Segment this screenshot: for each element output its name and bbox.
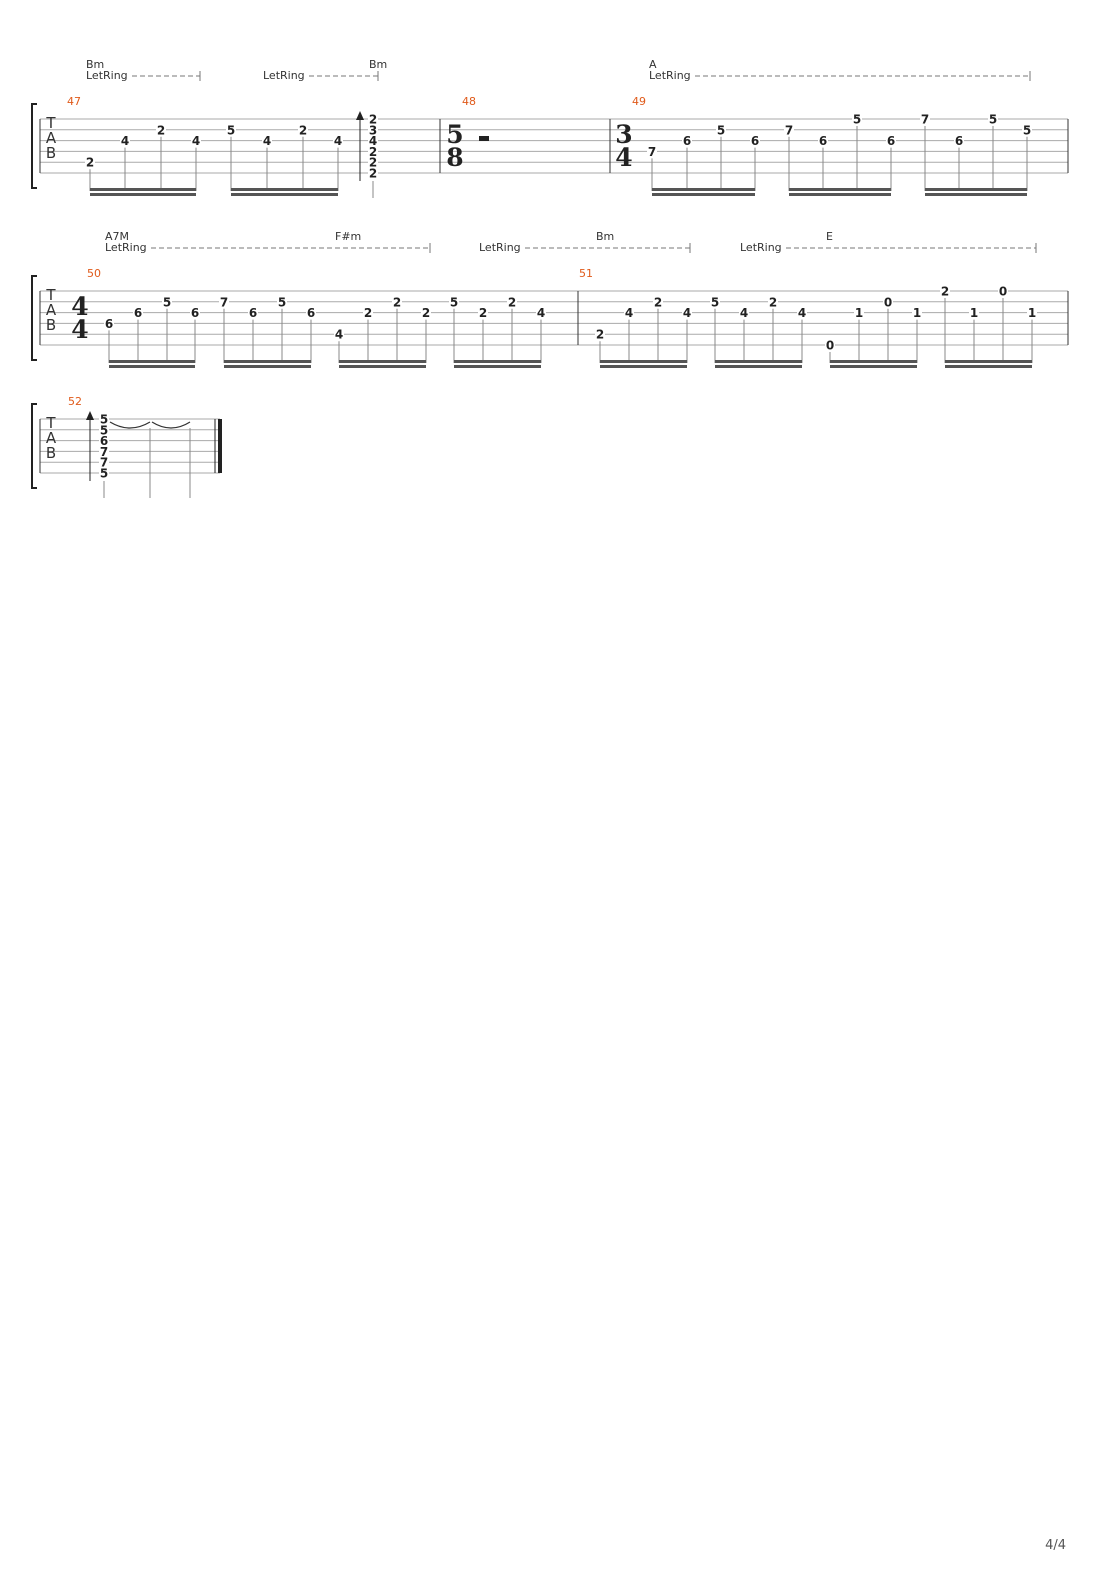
fret-number: 1 bbox=[1027, 306, 1037, 321]
chord-name: E bbox=[826, 230, 833, 243]
fret-number: 6 bbox=[248, 306, 258, 321]
beam-primary bbox=[715, 360, 802, 363]
tab-clef-letter: B bbox=[45, 316, 57, 334]
beam-secondary bbox=[789, 193, 891, 196]
time-signature-top: 5 bbox=[446, 120, 464, 149]
fret-number: 6 bbox=[750, 134, 760, 149]
chord-name: A7M bbox=[105, 230, 130, 243]
chord-name: Bm bbox=[86, 58, 105, 71]
fret-number: 2 bbox=[507, 295, 517, 310]
beam-secondary bbox=[652, 193, 755, 196]
beam-primary bbox=[652, 188, 755, 191]
beam-secondary bbox=[600, 365, 687, 368]
chord-name: F#m bbox=[335, 230, 362, 243]
measure-number: 48 bbox=[462, 95, 476, 108]
tab-clef-letter: T bbox=[46, 286, 56, 304]
tab-clef-letter: A bbox=[45, 429, 57, 447]
system-bracket bbox=[32, 404, 37, 488]
fret-number: 7 bbox=[99, 444, 109, 459]
beam-primary bbox=[224, 360, 311, 363]
fret-number: 4 bbox=[797, 306, 807, 321]
beam-primary bbox=[945, 360, 1032, 363]
tab-clef-letter: A bbox=[45, 301, 57, 319]
time-signature-bottom: 4 bbox=[71, 315, 89, 344]
beam-primary bbox=[830, 360, 917, 363]
measure-number: 52 bbox=[68, 395, 82, 408]
fret-number: 2 bbox=[940, 284, 950, 299]
beam-primary bbox=[454, 360, 541, 363]
fret-number: 6 bbox=[306, 306, 316, 321]
measure-number: 47 bbox=[67, 95, 81, 108]
beam-secondary bbox=[339, 365, 426, 368]
let-ring-label: LetRing bbox=[740, 241, 782, 254]
strum-up-arrow-icon bbox=[86, 411, 94, 420]
fret-number: 5 bbox=[162, 295, 172, 310]
fret-number: 6 bbox=[818, 134, 828, 149]
fret-number: 6 bbox=[133, 306, 143, 321]
page-number: 4/4 bbox=[1045, 1538, 1066, 1553]
chord-name: A bbox=[649, 58, 657, 71]
fret-number: 4 bbox=[191, 134, 201, 149]
tab-clef-letter: B bbox=[45, 444, 57, 462]
measure-number: 49 bbox=[632, 95, 646, 108]
fret-number: 4 bbox=[739, 306, 749, 321]
fret-number: 3 bbox=[368, 123, 378, 138]
beam-secondary bbox=[945, 365, 1032, 368]
fret-number: 2 bbox=[368, 166, 378, 181]
chord-name: Bm bbox=[596, 230, 615, 243]
beam-primary bbox=[789, 188, 891, 191]
time-signature-top: 4 bbox=[71, 292, 89, 321]
fret-number: 2 bbox=[298, 123, 308, 138]
tab-clef-letter: T bbox=[46, 114, 56, 132]
beam-secondary bbox=[109, 365, 195, 368]
let-ring-label: LetRing bbox=[263, 69, 305, 82]
beam-secondary bbox=[231, 193, 338, 196]
measure-number: 50 bbox=[87, 267, 101, 280]
beam-primary bbox=[90, 188, 196, 191]
let-ring-label: LetRing bbox=[479, 241, 521, 254]
final-barline-thick bbox=[218, 419, 222, 473]
fret-number: 0 bbox=[825, 338, 835, 353]
fret-number: 4 bbox=[262, 134, 272, 149]
fret-number: 7 bbox=[99, 455, 109, 470]
let-ring-label: LetRing bbox=[105, 241, 147, 254]
beam-primary bbox=[925, 188, 1027, 191]
chord-name: Bm bbox=[369, 58, 388, 71]
beam-primary bbox=[109, 360, 195, 363]
fret-number: 2 bbox=[156, 123, 166, 138]
fret-number: 4 bbox=[624, 306, 634, 321]
fret-number: 7 bbox=[920, 112, 930, 127]
fret-number: 7 bbox=[219, 295, 229, 310]
fret-number: 2 bbox=[368, 155, 378, 170]
fret-number: 5 bbox=[1022, 123, 1032, 138]
strum-up-arrow-icon bbox=[356, 111, 364, 120]
fret-number: 6 bbox=[682, 134, 692, 149]
beam-secondary bbox=[454, 365, 541, 368]
fret-number: 5 bbox=[99, 466, 109, 481]
beam-primary bbox=[231, 188, 338, 191]
fret-number: 5 bbox=[716, 123, 726, 138]
fret-number: 5 bbox=[99, 423, 109, 438]
fret-number: 2 bbox=[421, 306, 431, 321]
fret-number: 1 bbox=[912, 306, 922, 321]
tie bbox=[110, 422, 150, 428]
beam-secondary bbox=[224, 365, 311, 368]
let-ring-label: LetRing bbox=[86, 69, 128, 82]
fret-number: 6 bbox=[954, 134, 964, 149]
time-signature-top: 3 bbox=[615, 120, 633, 149]
tab-clef-letter: A bbox=[45, 129, 57, 147]
fret-number: 4 bbox=[334, 327, 344, 342]
tab-clef-letter: T bbox=[46, 414, 56, 432]
fret-number: 4 bbox=[536, 306, 546, 321]
fret-number: 2 bbox=[363, 306, 373, 321]
fret-number: 6 bbox=[104, 316, 114, 331]
beam-secondary bbox=[90, 193, 196, 196]
fret-number: 2 bbox=[595, 327, 605, 342]
half-rest bbox=[479, 136, 489, 141]
beam-secondary bbox=[925, 193, 1027, 196]
tie bbox=[152, 422, 190, 428]
fret-number: 4 bbox=[120, 134, 130, 149]
fret-number: 7 bbox=[784, 123, 794, 138]
fret-number: 2 bbox=[392, 295, 402, 310]
fret-number: 6 bbox=[886, 134, 896, 149]
beam-primary bbox=[600, 360, 687, 363]
fret-number: 5 bbox=[988, 112, 998, 127]
fret-number: 2 bbox=[85, 155, 95, 170]
fret-number: 4 bbox=[368, 134, 378, 149]
fret-number: 5 bbox=[710, 295, 720, 310]
time-signature-bottom: 4 bbox=[615, 143, 633, 172]
fret-number: 5 bbox=[99, 412, 109, 427]
fret-number: 4 bbox=[682, 306, 692, 321]
let-ring-label: LetRing bbox=[649, 69, 691, 82]
fret-number: 1 bbox=[854, 306, 864, 321]
fret-number: 6 bbox=[99, 434, 109, 449]
fret-number: 2 bbox=[768, 295, 778, 310]
measure-number: 51 bbox=[579, 267, 593, 280]
fret-number: 5 bbox=[277, 295, 287, 310]
fret-number: 2 bbox=[478, 306, 488, 321]
fret-number: 2 bbox=[368, 112, 378, 127]
fret-number: 6 bbox=[190, 306, 200, 321]
time-signature-bottom: 8 bbox=[446, 143, 464, 172]
system-bracket bbox=[32, 276, 37, 360]
fret-number: 5 bbox=[449, 295, 459, 310]
fret-number: 2 bbox=[368, 144, 378, 159]
fret-number: 5 bbox=[226, 123, 236, 138]
fret-number: 4 bbox=[333, 134, 343, 149]
fret-number: 1 bbox=[969, 306, 979, 321]
fret-number: 7 bbox=[647, 144, 657, 159]
beam-primary bbox=[339, 360, 426, 363]
fret-number: 2 bbox=[653, 295, 663, 310]
fret-number: 0 bbox=[998, 284, 1008, 299]
beam-secondary bbox=[715, 365, 802, 368]
beam-secondary bbox=[830, 365, 917, 368]
tab-clef-letter: B bbox=[45, 144, 57, 162]
fret-number: 0 bbox=[883, 295, 893, 310]
fret-number: 5 bbox=[852, 112, 862, 127]
system-bracket bbox=[32, 104, 37, 188]
